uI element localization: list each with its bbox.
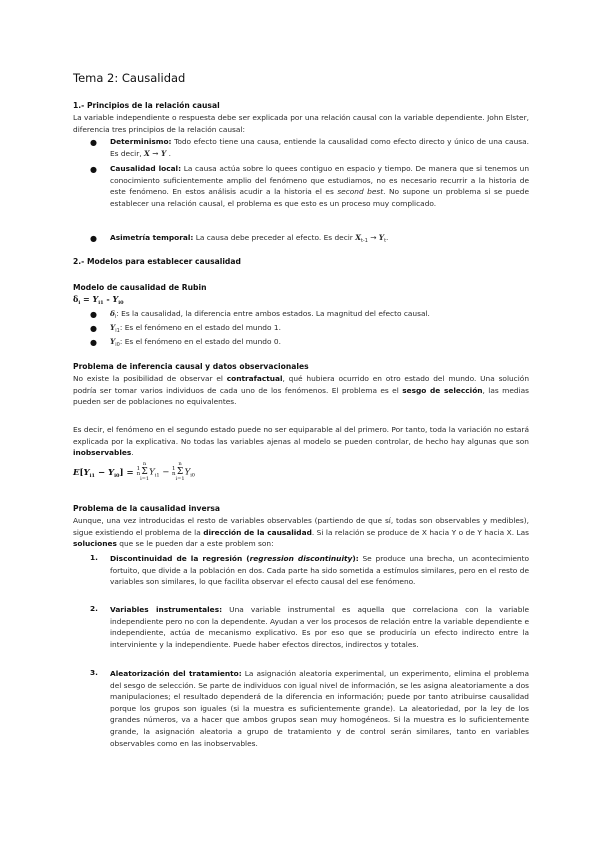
bullet-icon: ●	[90, 310, 97, 319]
list-number: 1.	[90, 553, 98, 562]
inference-paragraph-1: No existe la posibilidad de observar el contrafactual, qué hubiera ocurrido en otro estado del mundo. Una solución podría ser tomar varios individuos de cada uno de los fenómenos. El problema es el sesgo de selección, las medias pueden ser de poblaciones no equivalentes.	[73, 374, 530, 407]
bullet-icon: ●	[90, 165, 97, 174]
reverse-heading: Problema de la causalidad inversa	[73, 504, 221, 513]
bullet-icon: ●	[90, 234, 97, 243]
expected-value-formula: $E[Y_{i1} - Y_{i0}] = 1$ nn Σ $i=1Y_{i1} - 1$ nn Σ $i=1Y_{i0}$	[73, 461, 195, 482]
rubin-heading: Modelo de causalidad de Rubin	[73, 283, 207, 292]
reverse-paragraph: Aunque, una vez introducidas el resto de variables observables (partiendo de que sí, todas son observables y medibles), sigue existiendo el problema de la dirección de la causalidad. Si la relación se produce de X hacia Y o de Y hacia X. Las soluciones que se le pueden dar a este problem son:	[73, 516, 529, 549]
rubin-item-y0: $Y_{i0}$: Es el fenómeno en el estado del mundo 0.	[110, 337, 281, 348]
list-number: 2.	[90, 604, 98, 613]
inference-heading: Problema de inferencia causal y datos observacionales	[73, 362, 309, 371]
rubin-formula: $\delta_i = Y_{i1} - Y_{i0}$	[73, 294, 124, 306]
rubin-item-delta: $\delta_i$: Es la causalidad, la diferencia entre ambos estados. La magnitud del efecto causal.	[110, 309, 430, 320]
section-2-heading: 2.- Modelos para establecer causalidad	[73, 257, 241, 266]
rubin-item-y1: $Y_{i1}$: Es el fenómeno en el estado del mundo 1.	[110, 323, 281, 334]
solution-aleatorizacion: Aleatorización del tratamiento: La asignación aleatoria experimental, un experimento, elimina el problema del sesgo de selección. Se parte de individuos con igual nivel de información, se les asigna aleatoriamente a dos manipulaciones; el resultado dependerá de la diferencia en información; puede por tanto atribuirse causalidad porque los grupos son iguales (si la muestra es suficientemente grande). La aleatoriedad, por la ley de los grandes números, va a hacer que ambos grupos sean muy homogéneos. Si la muestra es lo suficientemente grande, la asignación aleatoria a grupo de tratamiento y de control serán similares, tanto en variables observables como en las inobservables.	[110, 669, 530, 748]
section-1-heading: 1.- Principios de la relación causal	[73, 101, 220, 110]
page-title: Tema 2: Causalidad	[73, 71, 186, 85]
bullet-icon: ●	[90, 338, 97, 347]
solution-discontinuidad: Discontinuidad de la regresión (regression discontinuity): Se produce una brecha, un acontecimiento fortuito, que divide a la población en dos. Cada parte ha sido sometida a estímulos similares, pero en el resto de variables son similares, lo que facilita observar el efecto causal del ese fenómeno.	[110, 554, 530, 587]
section-1-intro: La variable independiente o respuesta debe ser explicada por una relación causal con la variable dependiente. John Elster, diferencia tres principios de la relación causal:	[73, 113, 529, 134]
inference-paragraph-2: Es decir, el fenómeno en el segundo estado puede no ser equiparable al del primero. Por tanto, toda la variación no estará explicada por la explicativa. No todas las variables ajenas al modelo se pueden controlar, de hecho hay algunas que son inobservables.	[73, 425, 529, 458]
principle-asimetria-temporal: Asimetría temporal: La causa debe preceder al efecto. Es decir $X_{t-1} \to Y_t$.	[110, 233, 389, 244]
principle-determinismo: Determinismo: Todo efecto tiene una causa, entiende la causalidad como efecto directo y único de una causa. Es decir, X → Y .	[110, 137, 529, 158]
bullet-icon: ●	[90, 138, 97, 147]
principle-causalidad-local: Causalidad local: La causa actúa sobre lo quees contiguo en espacio y tiempo. De manera que si tenemos un conocimiento suficientemente amplio del fenómeno que estudiamos, no es necesario recurrir a la historia de este fenómeno. En estos análisis acudir a la historia el es second best. No supone un problema si se puede establecer una relación causal, el problema es que esto es un proceso muy complicado.	[110, 164, 529, 208]
list-number: 3.	[90, 668, 98, 677]
bullet-icon: ●	[90, 324, 97, 333]
solution-variables-instrumentales: Variables instrumentales: Una variable instrumental es aquella que correlaciona con la variable independiente pero no con la dependente. Ayudan a ver los procesos de relación entre la variable dependiente e independiente, actúa de mecanismo explicativo. Es por eso que se produciría un efecto indirecto entre la interviniente y la independiente. Puede haber efectos directos, indirectos y totales.	[110, 605, 529, 649]
